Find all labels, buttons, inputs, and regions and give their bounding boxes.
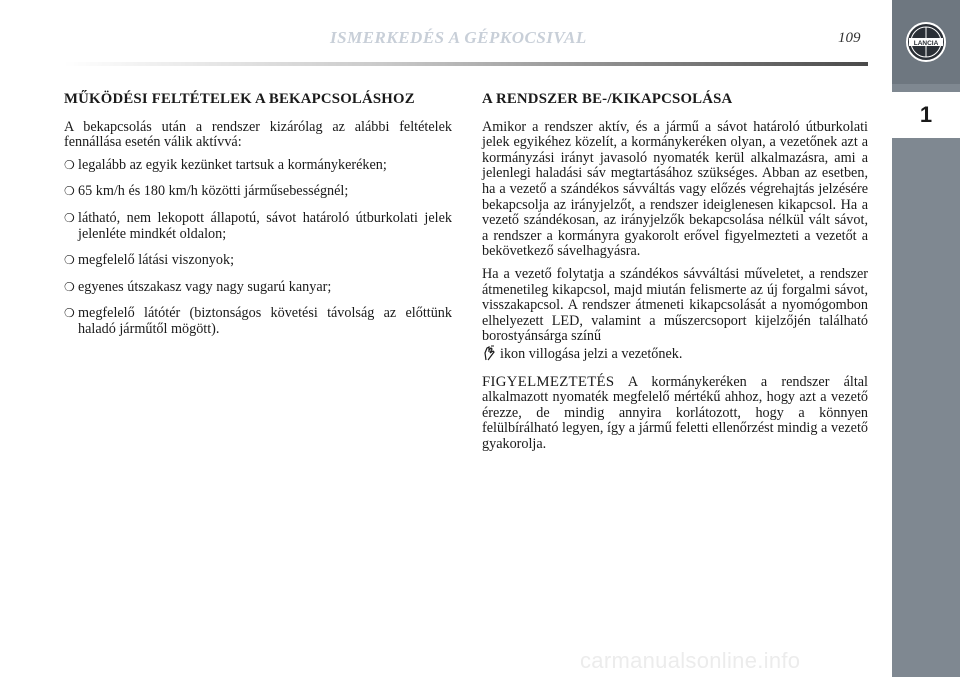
conditions-list	[64, 158, 452, 338]
circle-bullet-icon: ❍	[64, 279, 75, 294]
circle-bullet-icon: ❍	[64, 157, 75, 172]
left-column	[64, 92, 452, 349]
list-item: ❍ megfelelő látási viszonyok;	[64, 252, 235, 269]
circle-bullet-icon: ❍	[64, 184, 75, 199]
circle-bullet-icon: ❍	[64, 210, 75, 225]
list-item: ❍ legalább az egyik kezünket tartsuk a kormánykeréken;	[64, 156, 387, 173]
brand-area	[892, 0, 960, 84]
circle-bullet-icon: ❍	[64, 306, 75, 321]
paragraph-lane-change-end: ikon villogása jelzi a vezetőnek.	[500, 345, 683, 362]
header-divider	[64, 62, 868, 66]
paragraph-system-active: Amikor a rendszer aktív, és a jármű a sávot határoló útburkolati jelek egyikéhez közelít, a kormánykeréken olyan, a vezetőnek azt a kormányzási irányt javasoló nyomaték kerül alkalmazásra, ami a jelenlegi haladási sáv megtartásához szükséges. Abban az esetben, ha a vezető a szándékos sávváltás vagy előzés végrehajtás jelzésére bekapcsolja az irányjelzőt, a rendszer ideiglenesen kikapcsol. Ha a vezető szándékosan, az irányjelzők bekapcsolása nélkül vált sávot, a rendszer a kormányra gyakorolt erővel figyelmezteti a vezetőt a bekövetkező sávelhagyásra.	[482, 118, 868, 260]
right-column	[482, 92, 868, 459]
chapter-side-panel	[892, 0, 960, 677]
section-heading-system-on-off: A RENDSZER BE-/KIKAPCSOLÁSA	[482, 91, 733, 107]
chapter-tab[interactable]: 1	[892, 92, 960, 138]
list-item: ❍ 65 km/h és 180 km/h közötti járműsebességnél;	[64, 183, 349, 200]
intro-paragraph: A bekapcsolás után a rendszer kizárólag az alábbi feltételek fennállása esetén válik aktívvá:	[64, 118, 452, 151]
paragraph-lane-change	[482, 267, 868, 363]
logo-lettering: LANCIA	[913, 40, 939, 47]
paragraph-lane-change-text: Ha a vezető folytatja a szándékos sávváltási műveletet, a rendszer átmenetileg kikapcsol, majd miután felismerte az új forgalmi sávot, visszakapcsol. A rendszer átmeneti kikapcsolását a nyomógombon elhelyezett LED, valamint a műszercsoport kijelzőjén található borostyánsárga színű	[482, 265, 868, 345]
section-heading-operating-conditions: MŰKÖDÉSI FELTÉTELEK A BEKAPCSOLÁSHOZ	[64, 91, 415, 107]
list-item: ❍ megfelelő látótér (biztonságos követési távolság az előttünk haladó járműtől mögött).	[64, 305, 452, 337]
warning-paragraph	[482, 375, 868, 453]
list-item: ❍ látható, nem lekopott állapotú, sávot határoló útburkolati jelek jelenléte mindkét oldalon;	[64, 209, 452, 242]
page-number: 109	[838, 30, 861, 46]
watermark-text: carmanualsonline.info	[580, 648, 801, 673]
running-header-title: ISMERKEDÉS A GÉPKOCSIVAL	[330, 28, 587, 47]
warning-text: A kormánykeréken a rendszer által alkalmazott nyomaték megfelelő mértékű ahhoz, hogy azt a vezető érezze, de mindig annyira korlátozott, hogy a könnyen felülbírálható legyen, így a jármű feletti ellenőrzést mindig a vezető gyakorolja.	[482, 373, 868, 452]
steering-hand-icon	[482, 345, 496, 361]
warning-label: FIGYELMEZTETÉS	[482, 373, 615, 390]
lancia-logo-icon	[905, 21, 947, 63]
circle-bullet-icon: ❍	[64, 253, 75, 268]
list-item: ❍ egyenes útszakasz vagy nagy sugarú kanyar;	[64, 278, 332, 295]
